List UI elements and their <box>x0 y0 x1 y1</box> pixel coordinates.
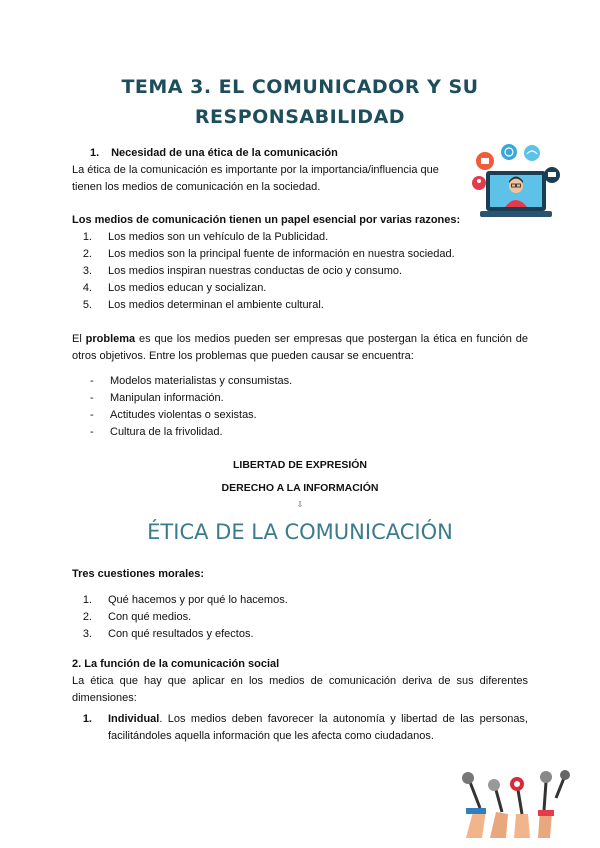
moral-intro: Tres cuestiones morales: <box>72 568 205 580</box>
list-item: - Actitudes violentas o sexistas. <box>90 409 257 421</box>
section-2-text: La ética que hay que aplicar en los medios de comunicación deriva de sus diferentes dimensiones: <box>72 675 528 704</box>
list-item: 2. Los medios son la principal fuente de información en nuestra sociedad. <box>82 248 455 260</box>
moral-block <box>72 566 528 643</box>
roles-block <box>72 212 528 314</box>
list-item: 3. Con qué resultados y efectos. <box>82 628 254 640</box>
list-item: 1. Los medios son un vehículo de la Publicidad. <box>82 231 329 243</box>
section-1 <box>72 145 528 196</box>
section-2-heading: 2. La función de la comunicación social <box>72 658 280 670</box>
arrow-down-icon: ⇩ <box>296 500 304 509</box>
list-item: 3. Los medios inspiran nuestras conductas de ocio y consumo. <box>82 265 403 277</box>
problem-list <box>72 373 528 441</box>
section-2 <box>72 656 528 745</box>
concept-libertad: LIBERTAD DE EXPRESIÓN <box>233 459 367 471</box>
list-item: - Manipulan información. <box>90 392 224 404</box>
title-line-2: RESPONSABILIDAD <box>194 106 406 128</box>
list-item: 1. Qué hacemos y por qué lo hacemos. <box>82 594 288 606</box>
section-1-text: La ética de la comunicación es importante por la importancia/influencia que tienen los medios de comunicación en la sociedad. <box>72 164 439 193</box>
list-item: 5. Los medios determinan el ambiente cultural. <box>82 299 324 311</box>
list-item: 2. Con qué medios. <box>82 611 192 623</box>
moral-list <box>72 592 528 643</box>
title-line-1: TEMA 3. EL COMUNICADOR Y SU <box>121 76 479 98</box>
problem-paragraph: El problema es que los medios pueden ser empresas que postergan la ética en función de otros objetivos. Entre los problemas que pueden causar se encuentra: <box>72 333 528 362</box>
problem-keyword: problema <box>85 333 136 345</box>
ethics-heading: ÉTICA DE LA COMUNICACIÓN <box>147 520 453 544</box>
page-title <box>60 72 540 132</box>
concept-derecho: DERECHO A LA INFORMACIÓN <box>221 482 379 494</box>
list-item: - Modelos materialistas y consumistas. <box>90 375 293 387</box>
roles-list <box>72 229 528 314</box>
list-item: 4. Los medios educan y socializan. <box>82 282 267 294</box>
microphones-illustration <box>452 768 570 838</box>
section-2-item-text: Individual. Los medios deben favorecer la autonomía y libertad de las personas, facilitándoles aquella información que les afecta como ciudadanos. <box>108 713 528 742</box>
roles-intro: Los medios de comunicación tienen un papel esencial por varias razones: <box>72 214 461 226</box>
list-item: - Cultura de la frivolidad. <box>90 426 223 438</box>
section-2-item: 1. Individual. Los medios deben favorecer la autonomía y libertad de las personas, facilitándoles aquella información que les afecta como ciudadanos. <box>72 711 528 745</box>
section-1-heading: 1. Necesidad de una ética de la comunicación <box>90 147 338 159</box>
